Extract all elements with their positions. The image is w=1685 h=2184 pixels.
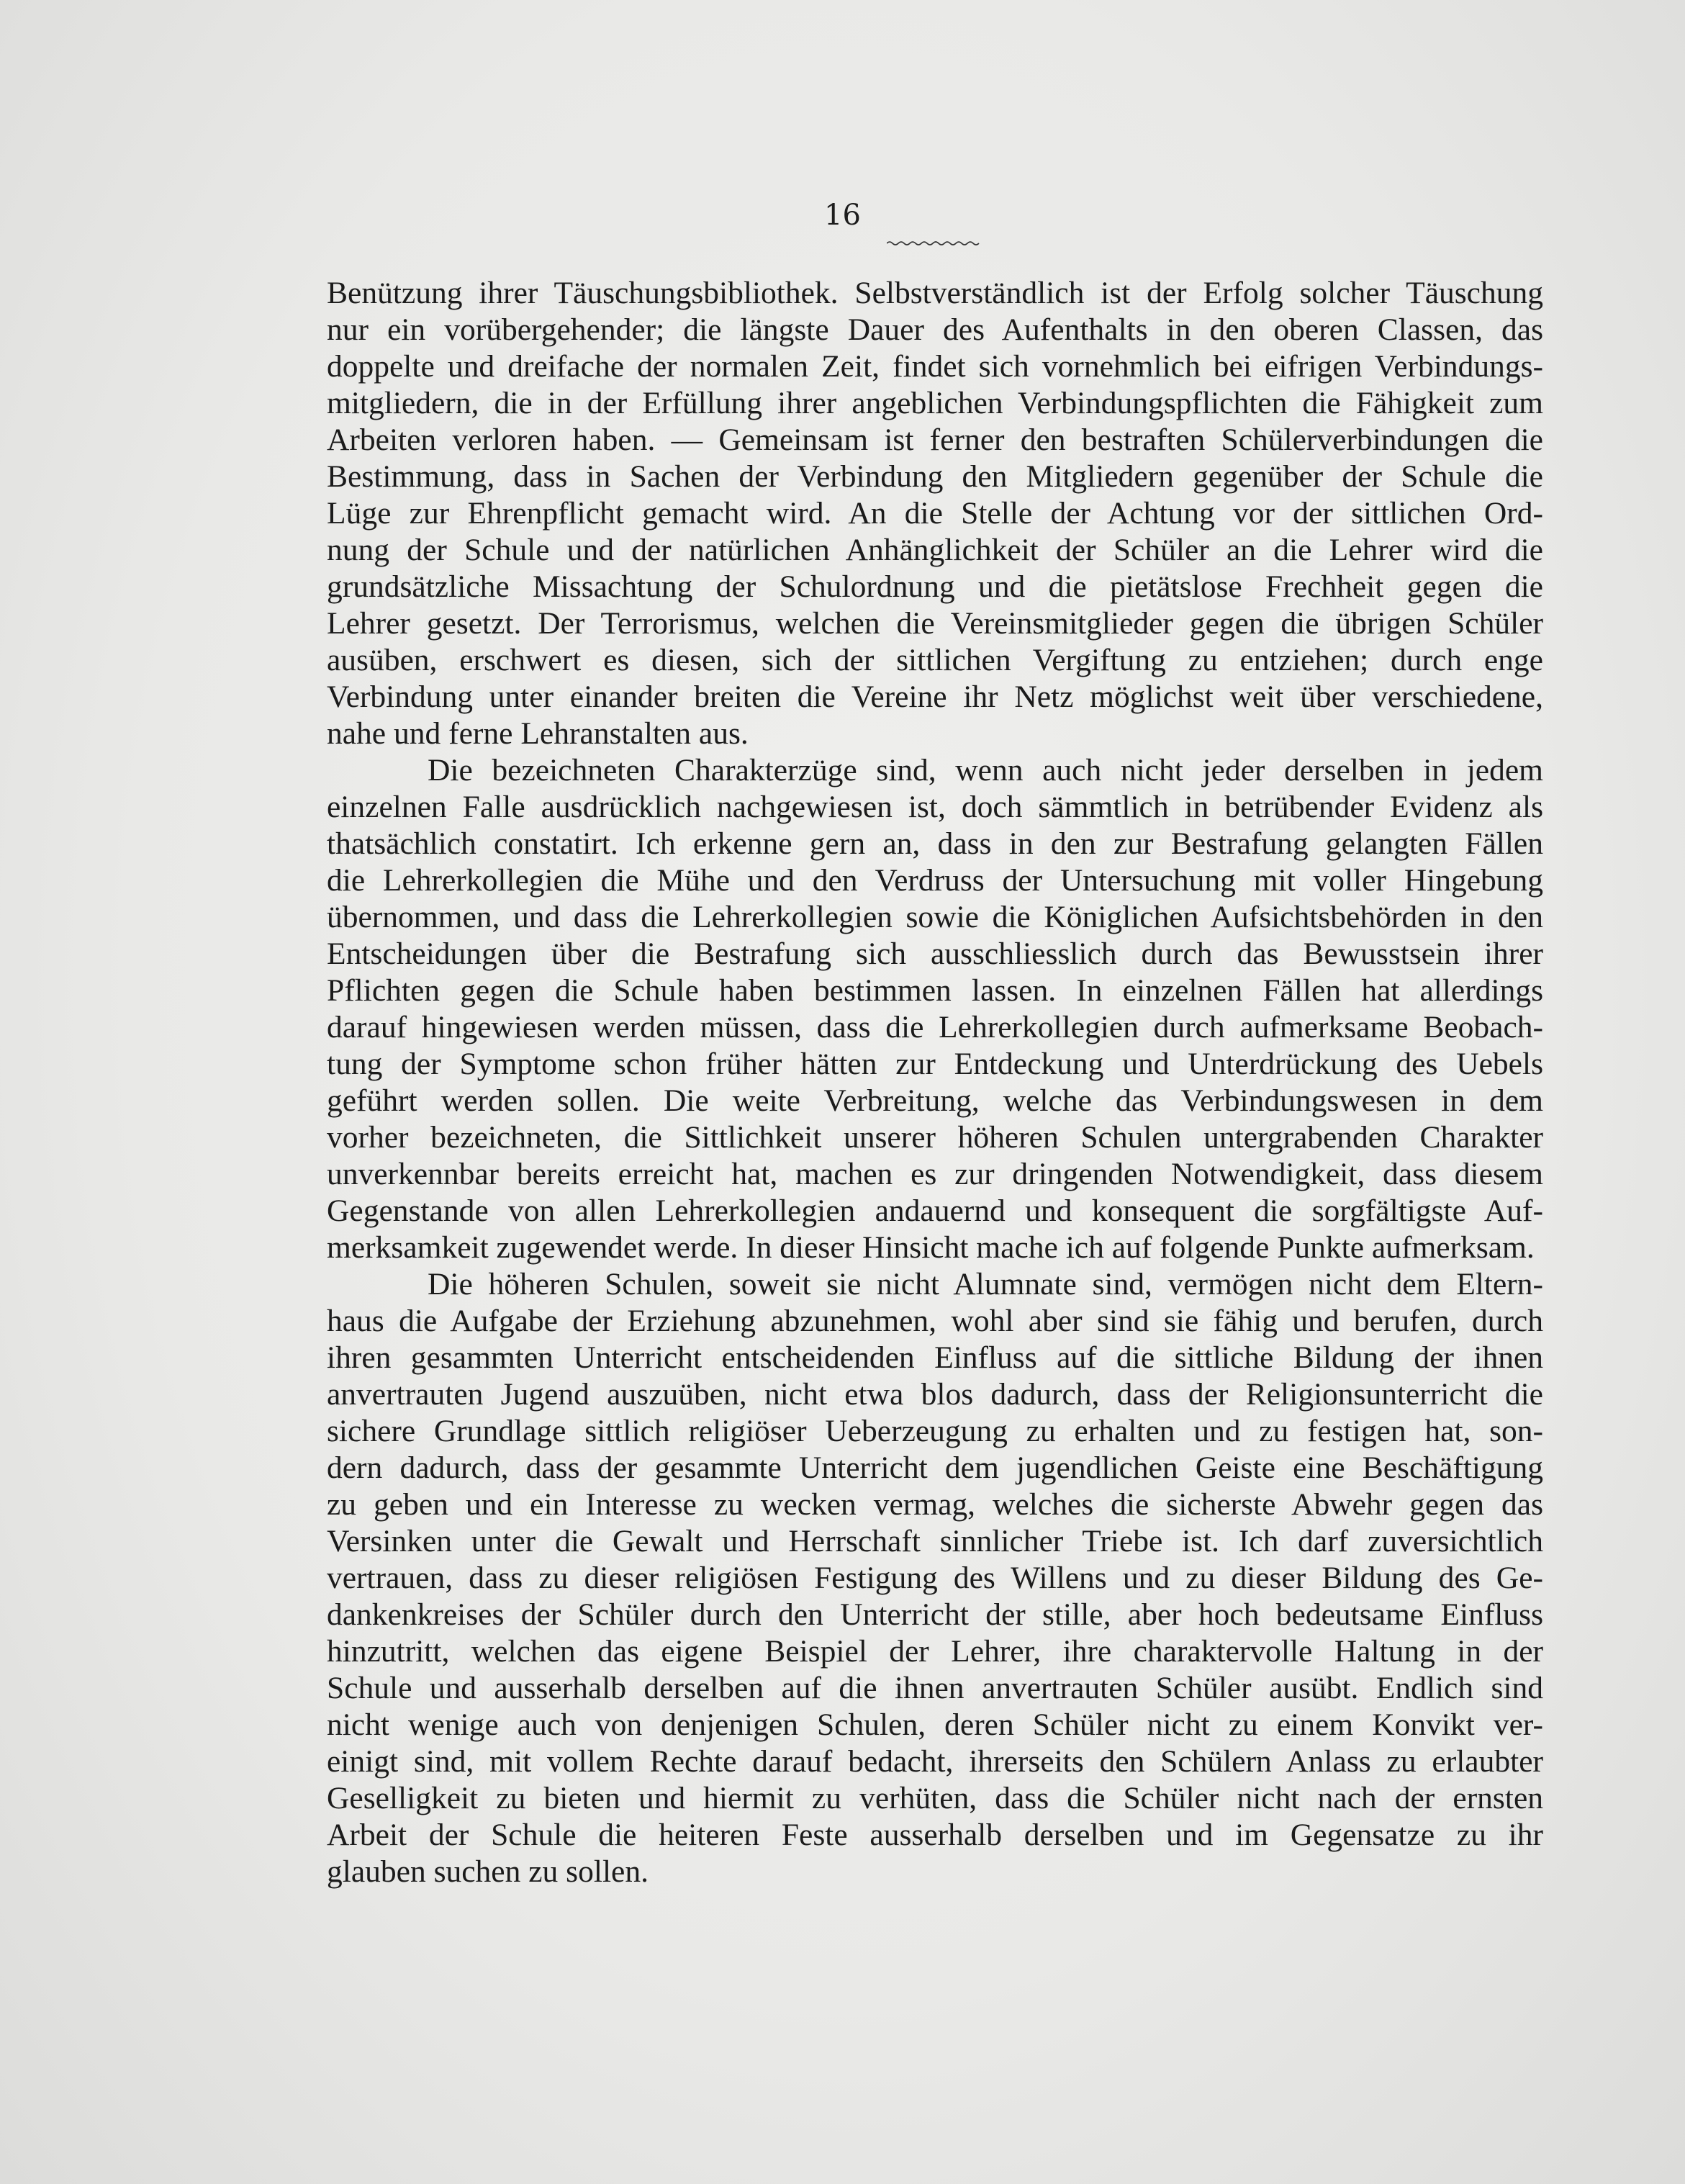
text-line: Benützung ihrer Täuschungsbibliothek. Selbstverständlich ist der Erfolg solcher Täuschung bbox=[327, 276, 1543, 310]
text-line: grundsätzliche Missachtung der Schulordnung und die pietätslose Frechheit gegen die bbox=[327, 569, 1543, 604]
paragraph bbox=[327, 752, 1543, 1266]
text-line: Versinken unter die Gewalt und Herrschaft sinnlicher Triebe ist. Ich darf zuversichtlich bbox=[327, 1524, 1543, 1558]
text-line: haus die Aufgabe der Erziehung abzunehmen, wohl aber sind sie fähig und berufen, durch bbox=[327, 1304, 1543, 1338]
text-line: Verbindung unter einander breiten die Vereine ihr Netz möglichst weit über verschiedene, bbox=[327, 680, 1543, 714]
text-line: darauf hingewiesen werden müssen, dass die Lehrerkollegien durch aufmerksame Beobach- bbox=[327, 1010, 1543, 1044]
text-line: Die bezeichneten Charakterzüge sind, wenn auch nicht jeder derselben in jedem bbox=[428, 753, 1543, 788]
page-number: 16 bbox=[824, 199, 861, 232]
text-line: unverkennbar bereits erreicht hat, machen es zur dringenden Notwendigkeit, dass diesem bbox=[327, 1157, 1543, 1191]
text-line: hinzutritt, welchen das eigene Beispiel der Lehrer, ihre charaktervolle Haltung in der bbox=[327, 1634, 1543, 1669]
text-line: Entscheidungen über die Bestrafung sich ausschliesslich durch das Bewusstsein ihrer bbox=[327, 937, 1543, 971]
text-line: einzelnen Falle ausdrücklich nachgewiesen ist, doch sämmtlich in betrübender Evidenz als bbox=[327, 790, 1543, 824]
text-line: dankenkreises der Schüler durch den Unterricht der stille, aber hoch bedeutsame Einfluss bbox=[327, 1597, 1543, 1632]
body-text bbox=[327, 275, 1543, 1890]
text-line: Pflichten gegen die Schule haben bestimmen lassen. In einzelnen Fällen hat allerdings bbox=[327, 973, 1543, 1008]
paragraph bbox=[327, 275, 1543, 752]
text-line: anvertrauten Jugend auszuüben, nicht etwa blos dadurch, dass der Religionsunterricht die bbox=[327, 1377, 1543, 1412]
text-line: Arbeiten verloren haben. — Gemeinsam ist ferner den bestraften Schülerverbindungen die bbox=[327, 423, 1543, 457]
text-line: mitgliedern, die in der Erfüllung ihrer angeblichen Verbindungspflichten die Fähigkeit zum bbox=[327, 386, 1543, 420]
page-number-ornament bbox=[887, 240, 980, 246]
text-line: doppelte und dreifache der normalen Zeit, findet sich vornehmlich bei eifrigen Verbindungs- bbox=[327, 349, 1543, 384]
text-line: ausüben, erschwert es diesen, sich der sittlichen Vergiftung zu entziehen; durch enge bbox=[327, 643, 1543, 677]
paragraph bbox=[327, 1266, 1543, 1890]
text-line: nahe und ferne Lehranstalten aus. bbox=[327, 716, 749, 751]
text-line: vorher bezeichneten, die Sittlichkeit unserer höheren Schulen untergrabenden Charakter bbox=[327, 1120, 1543, 1155]
text-line: die Lehrerkollegien die Mühe und den Verdruss der Untersuchung mit voller Hingebung bbox=[327, 863, 1543, 898]
text-line: Schule und ausserhalb derselben auf die ihnen anvertrauten Schüler ausübt. Endlich sind bbox=[327, 1671, 1543, 1705]
text-line: einigt sind, mit vollem Rechte darauf bedacht, ihrerseits den Schülern Anlass zu erlaubter bbox=[327, 1744, 1543, 1779]
text-line: Die höheren Schulen, soweit sie nicht Alumnate sind, vermögen nicht dem Eltern- bbox=[428, 1267, 1543, 1301]
text-line: Geselligkeit zu bieten und hiermit zu verhüten, dass die Schüler nicht nach der ernsten bbox=[327, 1781, 1543, 1815]
text-line: dern dadurch, dass der gesammte Unterricht dem jugendlichen Geiste eine Beschäftigung bbox=[327, 1450, 1543, 1485]
text-line: merksamkeit zugewendet werde. In dieser Hinsicht mache ich auf folgende Punkte aufmerksam. bbox=[327, 1230, 1535, 1265]
text-line: thatsächlich constatirt. Ich erkenne gern an, dass in den zur Bestrafung gelangten Fällen bbox=[327, 826, 1543, 861]
text-line: nicht wenige auch von denjenigen Schulen, deren Schüler nicht zu einem Konvikt ver- bbox=[327, 1707, 1543, 1742]
text-line: Gegenstande von allen Lehrerkollegien andauernd und konsequent die sorgfältigste Auf- bbox=[327, 1193, 1543, 1228]
text-line: vertrauen, dass zu dieser religiösen Festigung des Willens und zu dieser Bildung des Ge- bbox=[327, 1561, 1543, 1595]
text-line: glauben suchen zu sollen. bbox=[327, 1854, 649, 1889]
text-line: Lüge zur Ehrenpflicht gemacht wird. An die Stelle der Achtung vor der sittlichen Ord- bbox=[327, 496, 1543, 531]
text-line: tung der Symptome schon früher hätten zur Entdeckung und Unterdrückung des Uebels bbox=[327, 1047, 1543, 1081]
text-line: sichere Grundlage sittlich religiöser Ueberzeugung zu erhalten und zu festigen hat, son- bbox=[327, 1414, 1543, 1448]
text-line: Bestimmung, dass in Sachen der Verbindung den Mitgliedern gegenüber der Schule die bbox=[327, 459, 1543, 494]
text-line: nung der Schule und der natürlichen Anhänglichkeit der Schüler an die Lehrer wird die bbox=[327, 533, 1543, 567]
text-line: übernommen, und dass die Lehrerkollegien sowie die Königlichen Aufsichtsbehörden in den bbox=[327, 900, 1543, 934]
text-line: zu geben und ein Interesse zu wecken vermag, welches die sicherste Abwehr gegen das bbox=[327, 1487, 1543, 1522]
text-line: Arbeit der Schule die heiteren Feste ausserhalb derselben und im Gegensatze zu ihr bbox=[327, 1818, 1543, 1852]
text-line: nur ein vorübergehender; die längste Dauer des Aufenthalts in den oberen Classen, das bbox=[327, 312, 1543, 347]
text-line: ihren gesammten Unterricht entscheidenden Einfluss auf die sittliche Bildung der ihnen bbox=[327, 1340, 1543, 1375]
text-line: geführt werden sollen. Die weite Verbreitung, welche das Verbindungswesen in dem bbox=[327, 1083, 1543, 1118]
text-line: Lehrer gesetzt. Der Terrorismus, welchen die Vereinsmitglieder gegen die übrigen Schüler bbox=[327, 606, 1543, 641]
